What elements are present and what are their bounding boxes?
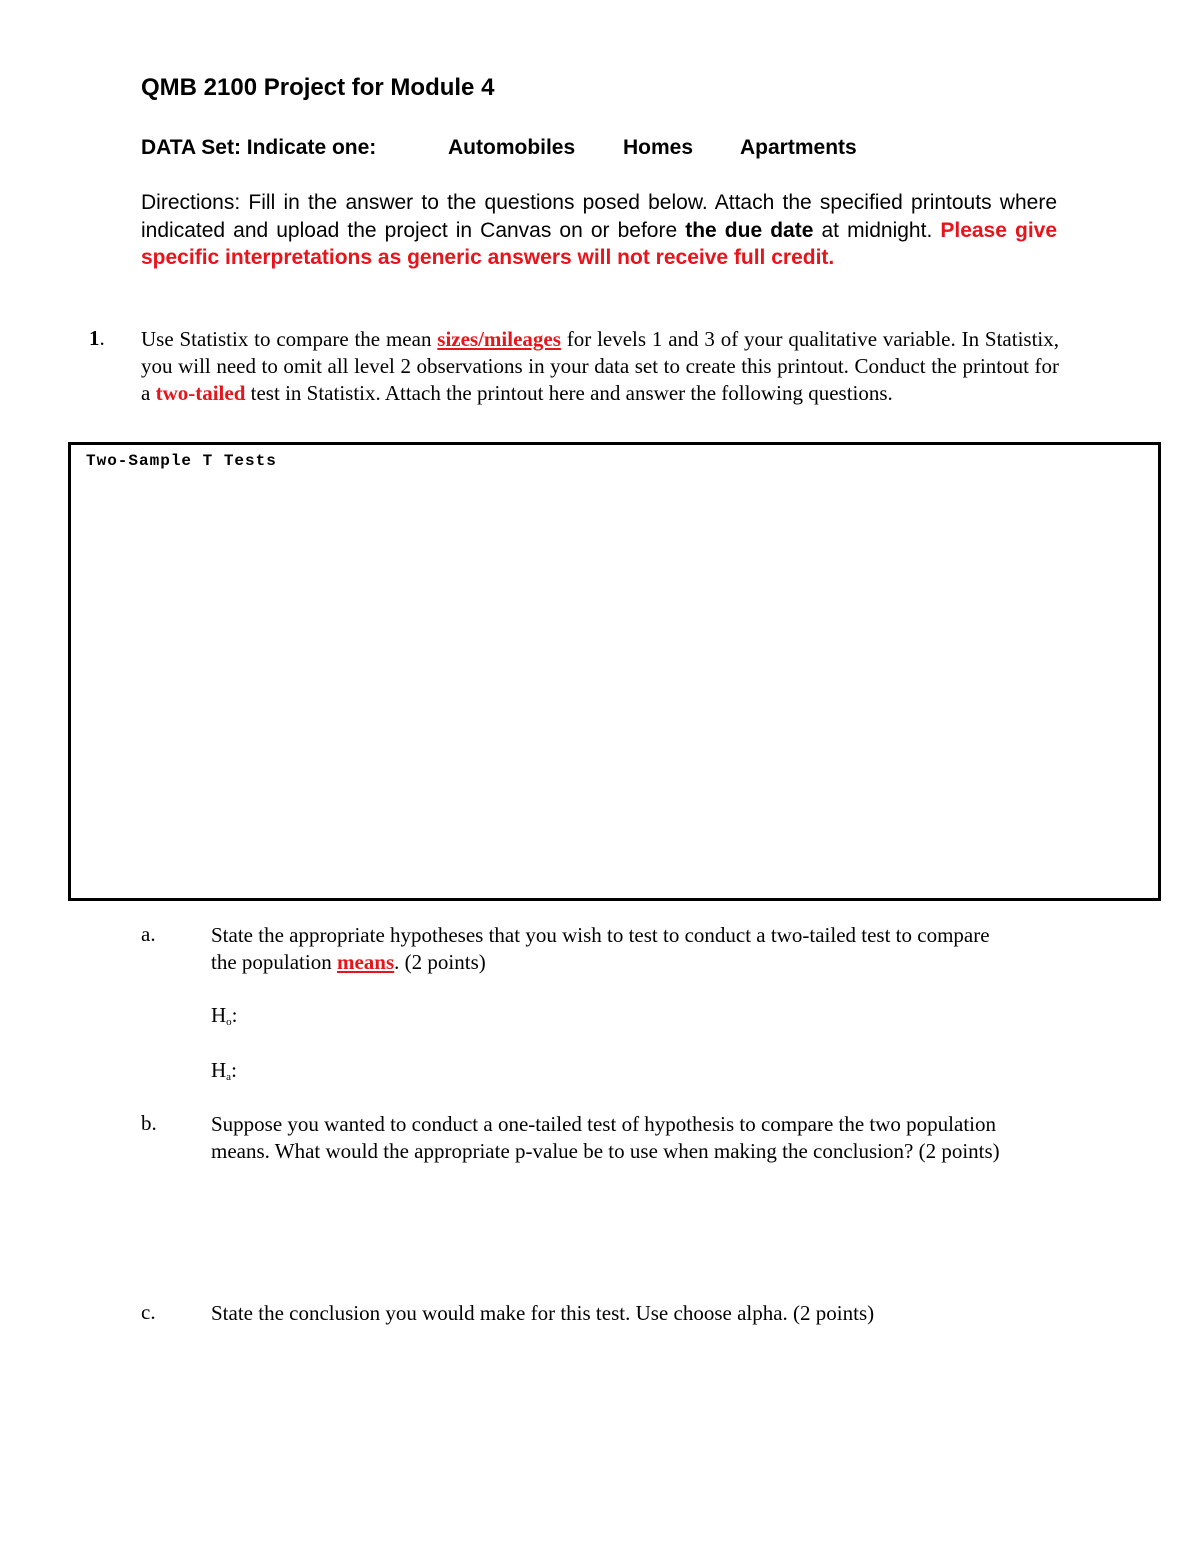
means-highlight: means <box>336 950 395 974</box>
part-a-text-2: . (2 points) <box>394 950 486 974</box>
directions-paragraph <box>141 189 1057 272</box>
ha-symbol: H <box>211 1058 227 1082</box>
dataset-option-apartments[interactable]: Apartments <box>740 136 857 159</box>
directions-text-2: at midnight. <box>813 218 941 242</box>
printout-box[interactable] <box>68 442 1161 901</box>
ha-subscript: a <box>226 1071 232 1083</box>
question-1-number <box>89 326 105 351</box>
two-tailed-highlight: two-tailed <box>155 381 246 405</box>
due-date-emphasis: the due date <box>685 218 814 242</box>
dataset-option-homes[interactable]: Homes <box>623 136 694 159</box>
page-title: QMB 2100 Project for Module 4 <box>141 74 495 101</box>
part-c-text: State the conclusion you would make for this test. Use choose alpha. (2 points) <box>211 1301 875 1325</box>
dataset-label: DATA Set: Indicate one: <box>141 136 377 159</box>
question-1-part-2: for levels 1 and 3 of your qualitative variable. In Statistix, you will need to omit all level 2 observations in your data set to create this printout. Conduct the printout for a <box>141 327 1059 405</box>
question-1-part-1: Use Statistix to compare the mean <box>141 327 438 351</box>
h0-symbol: H <box>211 1003 227 1027</box>
question-1-text <box>141 326 1059 407</box>
part-b-label: b. <box>141 1111 157 1135</box>
question-1-number-digit: 1 <box>89 326 100 350</box>
h0-subscript: o <box>226 1016 232 1028</box>
ha-colon: : <box>231 1058 237 1082</box>
part-a-text <box>211 922 1011 976</box>
null-hypothesis-line[interactable] <box>211 1003 238 1028</box>
sizes-mileages-highlight: sizes/mileages <box>437 327 561 351</box>
part-b-text: Suppose you wanted to conduct a one-tailed test of hypothesis to compare the two population means. What would the appropriate p-value be to use when making the conclusion? (2 points) <box>211 1112 1000 1163</box>
interpretation-warning: Please give specific interpretations as generic answers will not receive full credit. <box>141 218 1058 269</box>
question-1-part-3: test in Statistix. Attach the printout here and answer the following questions. <box>245 381 893 405</box>
printout-title: Two-Sample T Tests <box>86 452 277 470</box>
part-a-text-1: State the appropriate hypotheses that you wish to test to conduct a two-tailed test to compare the population <box>211 923 990 974</box>
part-a-label: a. <box>141 922 156 946</box>
directions-text: Directions: Fill in the answer to the questions posed below. Attach the specified printouts where indicated and upload the project in Canvas on or before <box>141 191 1057 242</box>
dataset-option-automobiles[interactable]: Automobiles <box>448 136 576 159</box>
alternative-hypothesis-line[interactable] <box>211 1058 237 1083</box>
question-1-number-suffix: . <box>99 326 105 350</box>
part-c-label: c. <box>141 1300 156 1324</box>
h0-colon: : <box>231 1003 238 1027</box>
